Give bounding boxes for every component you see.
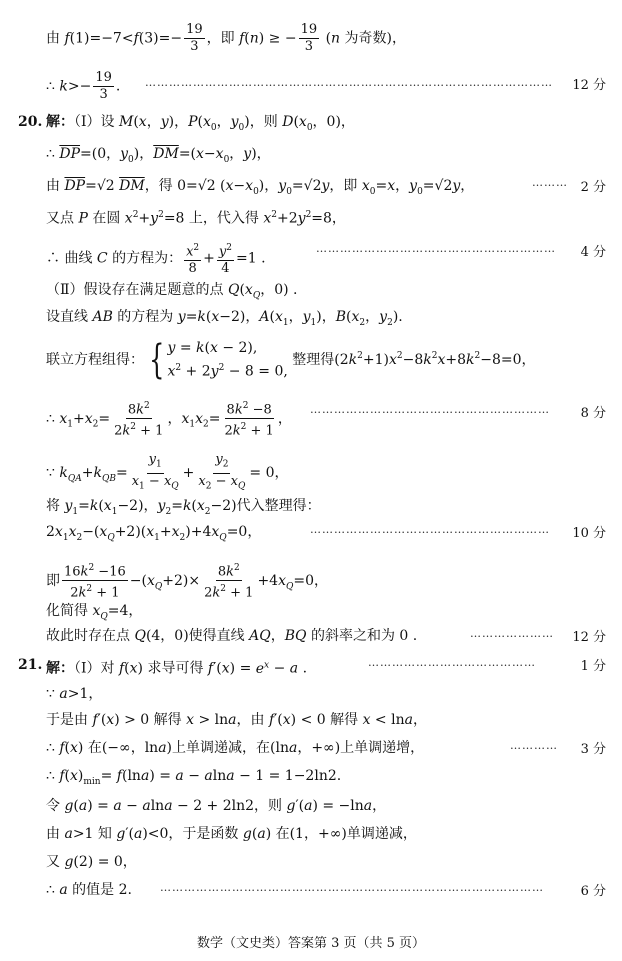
text-line: ∴ $f(x)_{min}= f(\ln a) = a - alna - 1 = 1-2\ln 2$. xyxy=(46,768,342,787)
text-line: 联立方程组得： { y = k(x − 2), $x^2 + 2y^2 - 8 = 0$, 整理得$(2k^2+1)x^2-8k^2x+8k^2-8=0$， xyxy=(46,336,536,383)
text-line: 将 $y_1=k(x_1-2)$，$y_2=k(x_2-2)$代入整理得： xyxy=(46,498,321,517)
text-line: ∴ 曲线 C 的方程为： $\frac{x^2}{8}$ + $\frac{y^2}{4}$ =1 . xyxy=(46,240,266,277)
question-number: 21. xyxy=(18,657,43,673)
text-line: 由 a>1 知 g′(a)<0，于是函数 g(a) 在(1，+∞)单调递减， xyxy=(46,826,417,842)
text-line: ∴ f(x) 在(−∞，lna)上单调递减，在(lna，+∞)上单调递增， xyxy=(46,740,425,756)
score-label: 8 分 xyxy=(580,406,606,421)
leader-dots: ………………… xyxy=(470,627,554,640)
fraction: $\frac{19}{3}$ xyxy=(300,22,318,54)
score-label: 4 分 xyxy=(580,245,606,260)
score-label: 3 分 xyxy=(580,742,606,757)
text-line: 即 $\frac{16k^2 -16}{2k^2 + 1}$ $-(x_Q+2)\times$ $\frac{8k^2}{2k^2 + 1}$ $+4x_Q=0$， xyxy=(46,560,328,602)
score-label: 12 分 xyxy=(572,630,606,645)
text-line: 由 f(1)=−7<f(3)=− $\frac{19}{3}$ ，即 f(n) ≥ − $\frac{19}{3}$ (n 为奇数)， xyxy=(46,22,406,54)
leader-dots: …………………………………………………………………………………… xyxy=(160,881,544,894)
text-line: 又点 P 在圆 $x^2+y^2=8$ 上，代入得 $x^2+2y^2=8$， xyxy=(46,210,346,227)
fraction: $\frac{y_1}{x_1 - x_Q}$ xyxy=(131,452,179,492)
text-line: 于是由 f′(x) > 0 解得 x > lna，由 f′(x) < 0 解得 x < lna， xyxy=(46,712,427,728)
leader-dots: …………………………………………………… xyxy=(310,403,550,416)
leader-dots: ……… xyxy=(532,176,568,189)
page-footer: 数学（文史类）答案第 3 页（共 5 页） xyxy=(196,936,426,951)
fraction: $\frac{y^2}{4}$ xyxy=(217,240,234,277)
fraction: $\frac{x^2}{8}$ xyxy=(184,240,201,277)
text-line: ∴ $\overline{DP}=(0$，$y_0$)，$\overline{DM}=(x-x_0$，y)， xyxy=(46,146,271,165)
leader-dots: …………………………………………………… xyxy=(310,523,550,536)
score-label: 2 分 xyxy=(580,180,606,195)
fraction: $\frac{8k^2}{2k^2 + 1}$ xyxy=(112,398,165,440)
text-line: 由 $\overline{DP}=√2$ $\overline{DM}$，得 0=√2 $(x-x_0)$，$y_0=√2y$，即 $x_0=x$，$y_0=√2y$， xyxy=(46,178,475,197)
leader-dots: …………………………………………………… xyxy=(316,242,556,255)
text-line: 化简得 $x_Q=4$， xyxy=(46,603,143,622)
fraction: $\frac{16k^2 -16}{2k^2 + 1}$ xyxy=(62,560,128,602)
text-line: ∵ $k_{QA}+k_{QB}=$ $\frac{y_1}{x_1 - x_Q}$ + $\frac{y_2}{x_2 - x_Q}$ = 0， xyxy=(46,452,288,494)
score-label: 12 分 xyxy=(572,78,606,93)
fraction: $\frac{8k^2}{2k^2 + 1}$ xyxy=(202,560,255,602)
text-line: ∴ $x_1+x_2=$ $\frac{8k^2}{2k^2 + 1}$ ，$x_1x_2=$ $\frac{8k^2 -8}{2k^2 + 1}$ ， xyxy=(46,398,292,440)
fraction: $\frac{19}{3}$ xyxy=(186,22,203,54)
fraction: $\frac{19}{3}$ xyxy=(95,70,112,102)
question-number: 20. xyxy=(18,114,43,130)
leader-dots: …………………………………… xyxy=(368,656,536,669)
text-line: 解：（Ⅰ）设 M(x，y)，$P(x_0$，$y_0$)，则 $D(x_0$，0)， xyxy=(46,114,355,133)
text-line: $2x_1x_2-(x_Q+2)(x_1+x_2)+4x_Q=0$， xyxy=(46,524,262,543)
fraction: $\frac{y_2}{x_2 - x_Q}$ xyxy=(198,452,246,492)
leader-dots: ………………………………………………………………………………………… xyxy=(145,76,553,89)
leader-dots: ………… xyxy=(510,739,558,752)
score-label: 6 分 xyxy=(580,884,606,899)
score-label: 1 分 xyxy=(580,659,606,674)
text-line: ∴ k>− $\frac{19}{3}$ . xyxy=(46,70,121,102)
text-line: ∴ a 的值是 2. xyxy=(46,882,132,898)
text-line: 又 g(2) = 0， xyxy=(46,854,137,870)
score-label: 10 分 xyxy=(572,526,606,541)
text-line: ∵ a>1， xyxy=(46,686,103,702)
equation-system: { y = k(x − 2), $x^2 + 2y^2 - 8 = 0$, xyxy=(149,336,288,383)
fraction: $\frac{8k^2 -8}{2k^2 + 1}$ xyxy=(222,398,275,440)
text-line: 故此时存在点 Q(4，0)使得直线 AQ，BQ 的斜率之和为 0 . xyxy=(46,628,418,644)
text-line: （Ⅱ）假设存在满足题意的点 $Q(x_Q$，0) . xyxy=(46,282,298,301)
text-line: 设直线 AB 的方程为 y=k(x−2)，$A(x_1$，$y_1$)，$B(x_2$，$y_2$). xyxy=(46,309,403,328)
text-line: 解：（Ⅰ）对 f(x) 求导可得 $f'(x) = e^x - a$ . xyxy=(46,660,308,677)
text-line: 令 g(a) = a − alna − 2 + 2ln2，则 g′(a) = −lna， xyxy=(46,798,387,814)
